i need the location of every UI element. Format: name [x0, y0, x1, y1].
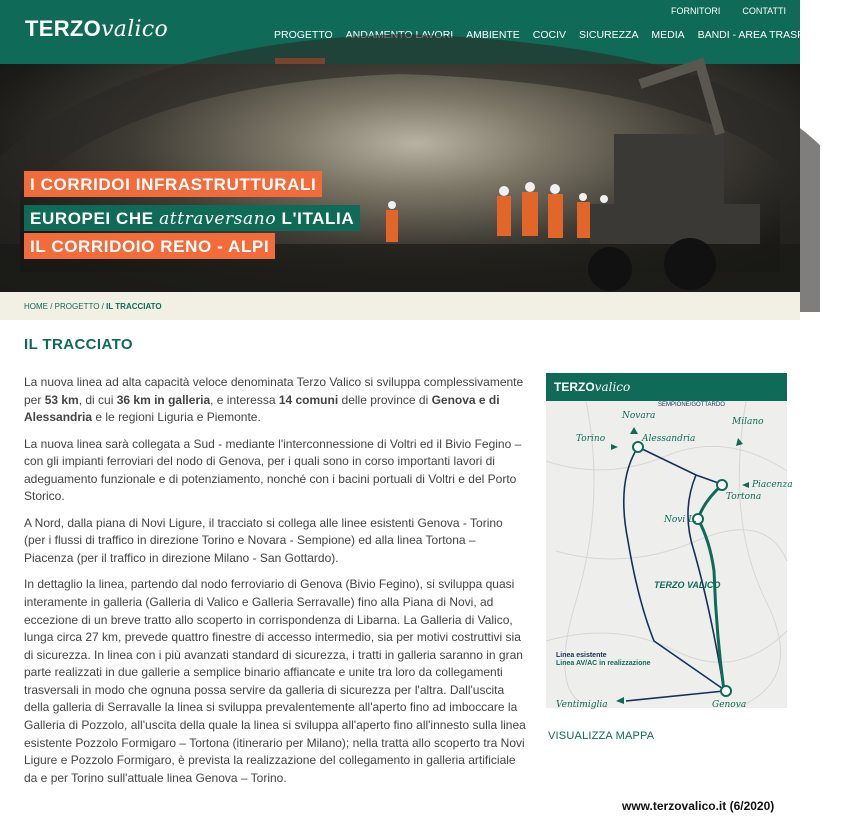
- nav-sicurezza[interactable]: SICUREZZA: [578, 29, 639, 41]
- map-image: [546, 401, 793, 710]
- p1-text: e le regioni Liguria e Piemonte.: [92, 410, 261, 425]
- map-city-tortona: Tortona: [726, 492, 762, 502]
- map-legend-existing: Linea esistente: [556, 652, 607, 659]
- p1-text: delle province di: [338, 392, 432, 407]
- logo-bold: TERZO: [25, 16, 102, 41]
- nav-ambiente[interactable]: AMBIENTE: [466, 29, 520, 41]
- paragraph-2: La nuova linea sarà collegata a Sud - mediante l'interconnessione di Voltri ed il Bivio Fegino – con gli impianti ferroviari del nodo di Genova, per i quali sono in corso importanti lavori di adeguamento funzionale e di potenziamento, nonché con i bacini portuali di Voltri e del Porto Storico.: [24, 436, 522, 504]
- map-city-alessandria: Alessandria: [642, 434, 696, 444]
- hero-banner: [0, 64, 800, 292]
- breadcrumb: [0, 292, 800, 320]
- hero-line-2a: EUROPEI CHE: [30, 209, 160, 228]
- nav-andamento-lavori[interactable]: ANDAMENTO LAVORI: [345, 29, 454, 41]
- nav-progetto[interactable]: PROGETTO: [274, 29, 333, 41]
- p1-bold: 14 comuni: [278, 392, 339, 407]
- paragraph-1: [24, 374, 526, 427]
- breadcrumb-progetto[interactable]: PROGETTO: [54, 302, 100, 311]
- site-logo[interactable]: [25, 16, 168, 42]
- top-link-fornitori[interactable]: FORNITORI: [670, 6, 721, 16]
- top-link-contatti[interactable]: CONTATTI: [742, 6, 786, 16]
- top-links: [649, 6, 786, 16]
- p1-bold: Genova e di Alessandria: [24, 392, 500, 425]
- source-caption: www.terzovalico.it (6/2020): [622, 799, 775, 813]
- paragraph-4: In dettaglio la linea, partendo dal nodo ferroviario di Genova (Bivio Fegino), si sviluppa quasi interamente in galleria (Galleria di Valico e Galleria Serravalle) fino alla Piana di Novi, ad eccezione di un breve tratto allo scoperto in corrispondenza di Libarna. La Galleria di Valico, lunga circa 27 km, prevede quattro finestre di accesso intermedio, sia per motivi costruttivi sia di sicurezza. In linea con i più avanzati standard di sicurezza, i tratti in galleria saranno in gran parte realizzati in due gallerie a semplice binario affiancate e unite tra loro da collegamenti trasversali in modo che ognuna possa servire da galleria di sicurezza per l'altra. Dall'uscita della galleria di Serravalle la linea si sviluppa prevalentemente all'aperto fino ad imboccare la Galleria di Pozzolo, all'uscita della quale la linea si sviluppa all'aperto fino all'innesto sulla linea esistente Pozzolo Formigaro – Tortona (itinerario per Milano); nella tratta allo scoperto tra Novi Ligure e Pozzolo Formigaro, è prevista la realizzazione del collegamento in galleria artificiale da e per Torino sull'attuale linea Genova – Torino.: [24, 577, 526, 785]
- logo-italic: valico: [101, 17, 169, 42]
- nav-media[interactable]: MEDIA: [651, 29, 685, 41]
- breadcrumb-current: IL TRACCIATO: [106, 302, 162, 311]
- map-city-novi: Novi L.: [664, 515, 697, 525]
- p1-bold: 53 km: [44, 392, 79, 407]
- map-legend-new: Linea AV/AC in realizzazione: [556, 660, 651, 667]
- map-city-novara: Novara: [622, 411, 656, 421]
- paragraph-3: A Nord, dalla piana di Novi Ligure, il tracciato si collega alle linee esistenti Genova - Torino (per i flussi di traffico in direzione Torino e Novara - Sempione) ed alla linea Tortona – Piacenza (per il traffico in direzione Milano - San Gottardo).: [24, 515, 503, 565]
- breadcrumb-separator: /: [99, 302, 107, 311]
- p1-bold: 36 km in galleria: [116, 392, 211, 407]
- map-city-genova: Genova: [712, 700, 747, 710]
- view-map-link[interactable]: VISUALIZZA MAPPA: [548, 730, 655, 742]
- breadcrumb-home[interactable]: HOME: [24, 302, 48, 311]
- map-city-torino: Torino: [576, 434, 606, 444]
- breadcrumb-separator: /: [48, 302, 55, 311]
- map-sempione: SEMPIONE/GOTTARDO: [658, 402, 725, 408]
- hero-line-3: IL CORRIDOIO RENO - ALPI: [24, 233, 275, 259]
- route-map[interactable]: [546, 373, 793, 710]
- map-city-ventimiglia: Ventimiglia: [556, 700, 608, 710]
- page-title: IL TRACCIATO: [24, 336, 133, 353]
- map-logo-bold: TERZO: [554, 380, 595, 394]
- map-route-label: TERZO VALICO: [654, 580, 721, 590]
- hero-line-1: I CORRIDOI INFRASTRUTTURALI: [24, 171, 322, 197]
- nav-cociv[interactable]: COCIV: [532, 29, 567, 41]
- map-city-piacenza: Piacenza: [752, 480, 793, 490]
- article-body: [24, 374, 526, 796]
- map-header: [546, 373, 787, 401]
- p1-text: La nuova linea ad alta capacità veloce denominata Terzo Valico si sviluppa complessivamente per: [24, 375, 524, 407]
- map-logo-italic: valico: [594, 380, 631, 394]
- p1-text: , di cui: [78, 392, 117, 407]
- map-city-milano: Milano: [732, 417, 764, 427]
- nav-bandi[interactable]: BANDI - AREA TRASPARENZA: [697, 29, 846, 41]
- hero-line-2: [24, 205, 360, 231]
- hero-line-2b: L'ITALIA: [276, 209, 355, 228]
- hero-line-2-italic: attraversano: [159, 209, 277, 229]
- p1-text: , e interessa: [210, 392, 279, 407]
